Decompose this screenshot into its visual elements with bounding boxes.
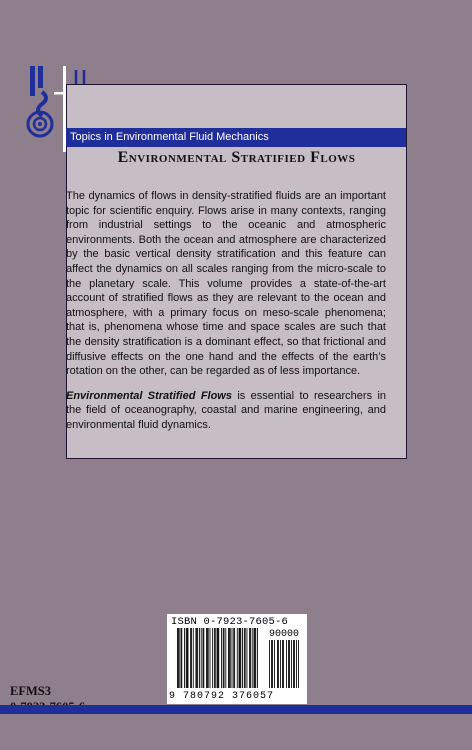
ean-digits: 9 780792 376057: [169, 691, 275, 702]
isbn-label: ISBN 0-7923-7605-6: [171, 616, 289, 628]
book-title: Environmental Stratified Flows: [117, 149, 356, 166]
series-name: Topics in Environmental Fluid Mechanics: [70, 131, 269, 143]
series-code: EFMS3: [10, 684, 51, 698]
description-paragraph-1: The dynamics of flows in density-stratified fluids are an important topic for scientific enquiry. Flows arise in many contexts, ranging from industrial settings to the oceanic and atmospheric environments. Both the ocean and atmosphere are characterized by the basic vertical density stratification and this feature can affect the dynamics on all scales ranging from the micro-scale to the planetary scale. This volume provides a state-of-the-art account of stratified flows as they are relevant to the ocean and atmosphere, with a primary focus on meso-scale phenomena; that is, phenomena whose time and space scales are such that the density stratification is a dominant effect, so that frictional and diffusive effects on the one hand and the effects of the earth’s rotation on the other, can be regarded as of less importance.: [66, 190, 386, 378]
description-paragraph-2: [66, 389, 386, 433]
isbn-label-row: [171, 616, 303, 628]
price-code: 90000: [268, 629, 299, 640]
isbn-barcode: [167, 614, 307, 704]
description-paragraph-2-rest: is essential to researchers in the field of oceanography, coastal and marine engineering, and environmental fluid dynamics.: [66, 389, 386, 431]
barcode-bars: [177, 628, 301, 690]
book-description: [66, 189, 386, 443]
bottom-color-band: [0, 705, 472, 714]
series-name-bar: [66, 128, 406, 147]
description-title-ref: Environmental Stratified Flows: [66, 389, 232, 402]
